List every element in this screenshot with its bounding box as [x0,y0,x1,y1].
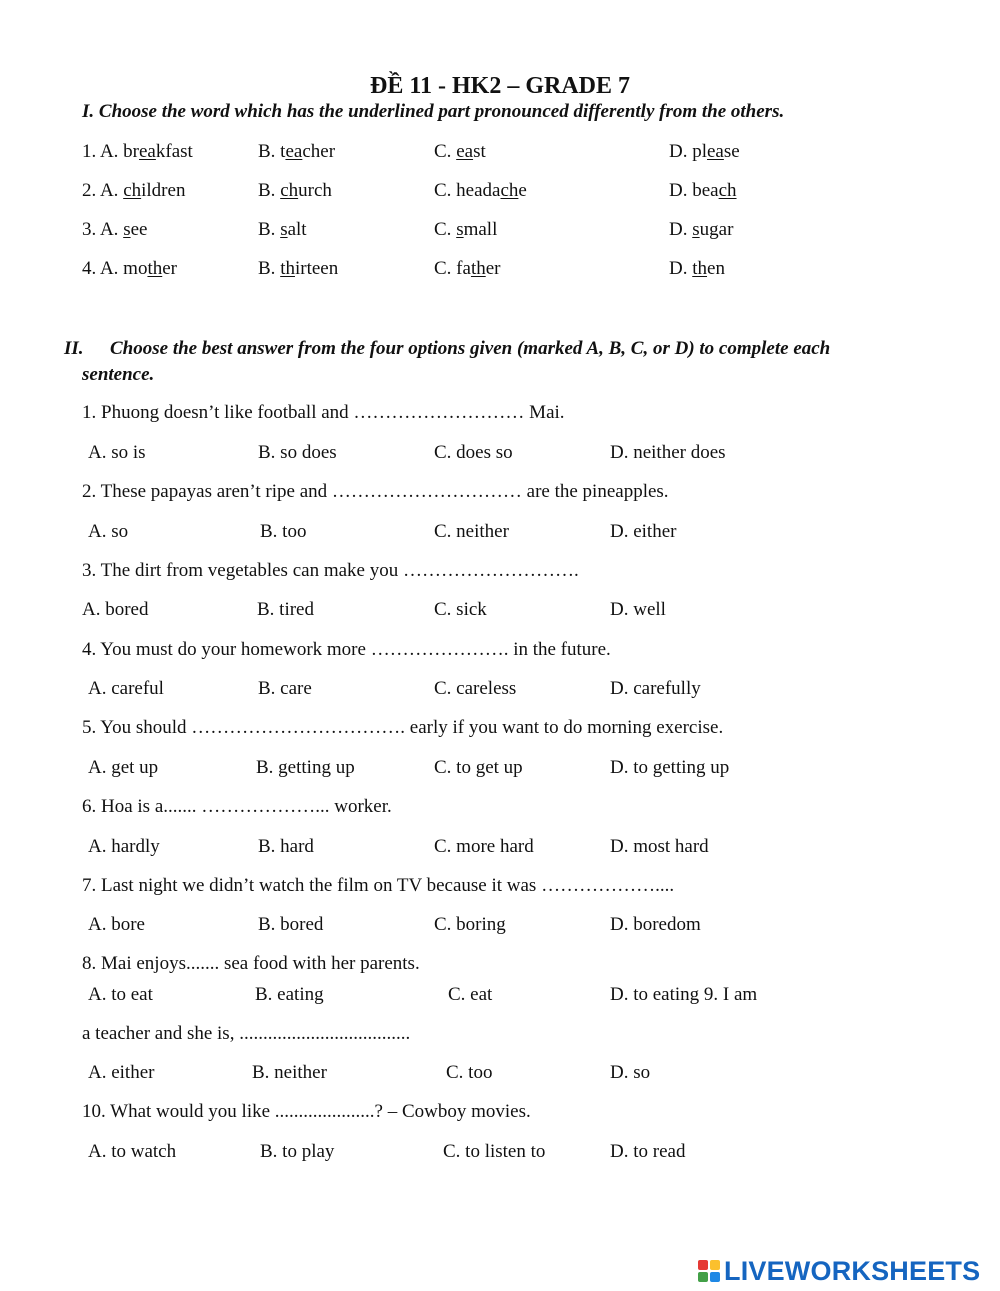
s2-q9-opt-d: D. so [610,1062,651,1083]
s2-q10-opt-d: D. to read [610,1141,686,1162]
s1-q2-opt-d: D. beach [669,180,737,201]
s2-q1-opt-b: B. so does [258,442,337,463]
s2-q10-question: 10. What would you like .....................? – Cowboy movies. [82,1101,531,1122]
s2-q9-opt-c: C. too [446,1062,493,1083]
liveworksheets-logo-icon [697,1259,721,1283]
s2-q7-question: 7. Last night we didn’t watch the film on TV because it was ……………….... [82,875,675,896]
s2-q9-opt-a: A. either [88,1062,155,1083]
s2-q1-opt-a: A. so is [88,442,146,463]
s2-q4-opt-c: C. careless [434,678,517,699]
s2-q5-opt-b: B. getting up [256,757,355,778]
s1-q1-opt-b: B. teacher [258,141,336,162]
s2-q6-opt-b: B. hard [258,836,314,857]
s2-q6-opt-c: C. more hard [434,836,534,857]
s2-q6-opt-d: D. most hard [610,836,709,857]
s2-q7-opt-c: C. boring [434,914,506,935]
s1-q4-opt-a: 4. A. mother [82,258,177,279]
s1-q1-opt-a: 1. A. breakfast [82,141,193,162]
s2-q5-opt-d: D. to getting up [610,757,730,778]
s2-q5-opt-c: C. to get up [434,757,523,778]
s2-q6-opt-a: A. hardly [88,836,160,857]
s1-q4-opt-b: B. thirteen [258,258,339,279]
s1-q3-opt-c: C. small [434,219,498,240]
s2-q7-opt-b: B. bored [258,914,324,935]
s2-q2-opt-b: B. too [260,521,307,542]
s1-q3-opt-a: 3. A. see [82,219,148,240]
s1-q2-opt-a: 2. A. children [82,180,186,201]
s2-q2-question: 2. These papayas aren’t ripe and ………………………… are the pineapples. [82,481,669,502]
s2-q10-opt-b: B. to play [260,1141,335,1162]
s1-q1-opt-d: D. please [669,141,740,162]
s2-q8-opt-c: C. eat [448,984,493,1005]
s2-q10-opt-c: C. to listen to [443,1141,546,1162]
s2-q1-opt-d: D. neither does [610,442,726,463]
s1-q3-opt-d: D. sugar [669,219,734,240]
s2-q1-question: 1. Phuong doesn’t like football and ……………………… Mai. [82,402,565,423]
s2-q4-question: 4. You must do your homework more …………………. in the future. [82,639,611,660]
s2-q2-opt-c: C. neither [434,521,509,542]
s1-q2-opt-c: C. headache [434,180,527,201]
s2-q4-opt-b: B. care [258,678,312,699]
section-2-numeral: II. [64,338,84,359]
s2-q8-opt-d: D. to eating 9. I am [610,984,758,1005]
page-title: ĐỀ 11 - HK2 – GRADE 7 [369,73,630,99]
s2-q5-opt-a: A. get up [88,757,159,778]
s1-q4-opt-d: D. then [669,258,725,279]
liveworksheets-logo[interactable] [697,1256,980,1286]
s2-q3-opt-b: B. tired [257,599,314,620]
logo-text: LIVEWORKSHEETS [724,1255,981,1286]
s2-q3-opt-c: C. sick [434,599,487,620]
s2-q3-opt-d: D. well [610,599,666,620]
section-1-heading: I. Choose the word which has the underlined part pronounced differently from the others. [82,101,785,122]
s1-q1-opt-c: C. east [434,141,486,162]
section-2-heading: Choose the best answer from the four options given (marked A, B, C, or D) to complete each [110,338,831,359]
s2-q1-opt-c: C. does so [434,442,513,463]
s1-q4-opt-c: C. father [434,258,501,279]
s2-q10-opt-a: A. to watch [88,1141,177,1162]
s2-q6-question: 6. Hoa is a....... ………………... worker. [82,796,392,817]
s2-q7-opt-a: A. bore [88,914,145,935]
s2-q7-opt-d: D. boredom [610,914,701,935]
s1-q3-opt-b: B. salt [258,219,307,240]
s2-q9-question: a teacher and she is, .................................... [82,1023,411,1044]
s2-q8-opt-a: A. to eat [88,984,153,1005]
s2-q8-opt-b: B. eating [255,984,324,1005]
section-2-heading-cont: sentence. [82,364,155,385]
s2-q4-opt-d: D. carefully [610,678,701,699]
s2-q3-question: 3. The dirt from vegetables can make you ………………………. [82,560,579,581]
s2-q2-opt-d: D. either [610,521,677,542]
s2-q8-question: 8. Mai enjoys....... sea food with her parents. [82,953,420,974]
s2-q5-question: 5. You should ……………………………. early if you want to do morning exercise. [82,717,724,738]
s2-q4-opt-a: A. careful [88,678,164,699]
s2-q2-opt-a: A. so [88,521,129,542]
s1-q2-opt-b: B. church [258,180,332,201]
s2-q9-opt-b: B. neither [252,1062,327,1083]
s2-q3-opt-a: A. bored [82,599,149,620]
